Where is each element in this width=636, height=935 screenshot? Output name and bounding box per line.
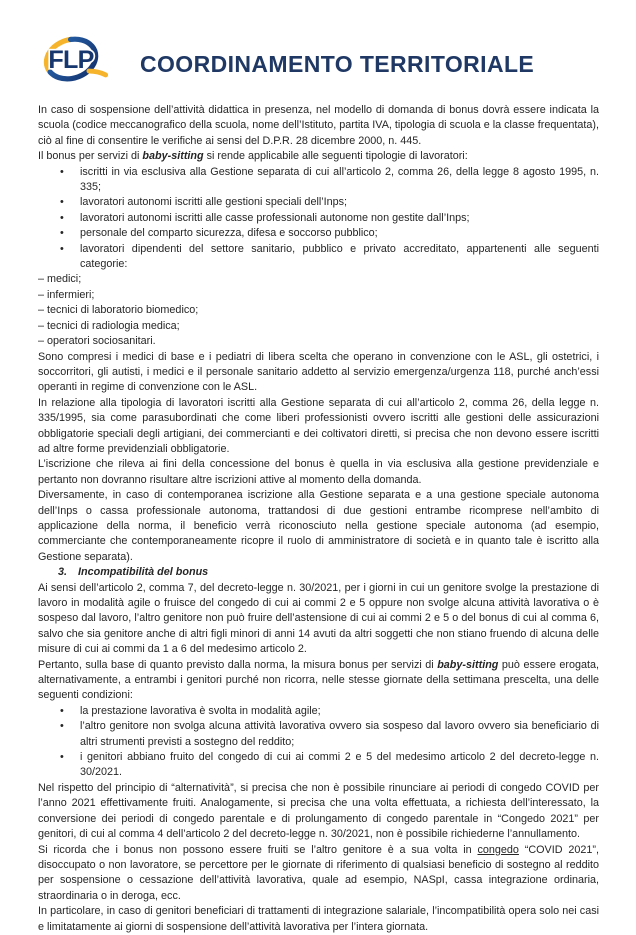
bullet-icon: • [60,196,64,209]
text-run: si rende applicabile alle seguenti tipologie di lavoratori: [203,150,468,163]
text-run: In caso di sospensione dell’attività didattica in presenza, nel modello di domanda di bonus dovrà essere indicata la scuola (codice meccanografico della scuola, nome dell’Istituto, partita IVA, tipologia di scuola e la classe frequentata), ciò al fine di consentire le verifiche ai sensi del D.P.R. 28 dicembre 2000, n. 445. [38,104,599,147]
paragraph [38,904,599,935]
paragraph [38,843,599,905]
page-title: COORDINAMENTO TERRITORIALE [140,51,535,77]
dash-item: – tecnici di radiologia medica; [38,319,180,332]
text-run: baby-sitting [142,150,204,163]
bullet-item [38,165,599,196]
paragraph [38,350,599,396]
text-run: iscritti in via esclusiva alla Gestione separata di cui all’articolo 2, comma 26, della legge 8 agosto 1995, n. 335; [80,165,599,194]
paragraph [38,457,599,488]
text-run: lavoratori dipendenti del settore sanitario, pubblico e privato accreditato, appartenenti alle seguenti categorie: [80,242,599,271]
paragraph [38,488,599,565]
document-body [0,93,636,935]
paragraph [38,396,599,458]
dash-item: – medici; [38,273,82,286]
text-run: Ai sensi dell’articolo 2, comma 7, del decreto-legge n. 30/2021, per i giorni in cui un genitore svolge la prestazione di lavoro in modalità agile o fruisce del congedo di cui ai commi 2 e 5 oppure non svolge alcuna attività lavorativa o è sospeso dal lavoro, l’altro genitore non può fruire dell’astensione di cui ai commi 2 e 5 o del bonus di cui al comma 6, salvo che sia genitore anche di altri figli minori di anni 14 avuti da altri soggetti che non stiano fruendo di alcuna delle misure di cui ai commi da 1 a 6 del medesimo articolo 2. [38,581,599,656]
text-run: Nel rispetto del principio di “alternatività”, si precisa che non è possibile rinunciare ai periodi di congedo COVID per l’anno 2021 effettivamente fruiti. Analogamente, si precisa che una volta effettuata, a richiesta dell’interessato, la conversione dei periodi di congedo parentale e di prolungamento di congedo parentale in “Congedo 2021” per genitori, di cui al comma 4 dell’articolo 2 del decreto-legge n. 30/2021, non è possibile richiederne l’annullamento. [38,781,599,841]
section-heading [38,565,599,580]
paragraph [38,581,599,658]
text-run: personale del comparto sicurezza, difesa e soccorso pubblico; [80,227,378,240]
text-run: lavoratori autonomi iscritti alle casse professionali autonome non gestite dall’Inps; [80,211,470,224]
bullet-icon: • [60,227,64,240]
paragraph [38,781,599,843]
text-run: può essere erogata, alternativamente, a entrambi i genitori purché non ricorra, nelle stesse giornate della settimana prescelta, una delle seguenti condizioni: [38,658,599,702]
text-run: baby-sitting [437,658,499,671]
text-run: congedo [477,843,519,856]
text-run: In relazione alla tipologia di lavoratori iscritti alla Gestione separata di cui all’articolo 2, comma 26, della legge n. 335/1995, sia come parasubordinati che come liberi professionisti ovvero iscritti alle gestioni delle assicurazioni obbligatorie speciali degli artigiani, dei commercianti e dei coltivatori diretti, si precisa che non devono essere iscritti ad altre forme previdenziali obbligatorie. [38,396,599,455]
text-run: Sono compresi i medici di base e i pediatri di libera scelta che operano in convenzione con le ASL, gli ostetrici, i soccorritori, gli autisti, i medici e il personale sanitario addetto al servizio emergenza/urgenza 118, purché anch’essi operanti in regime di convenzione con le ASL. [38,350,599,394]
bullet-icon: • [60,720,64,733]
text-run: Incompatibilità del bonus [78,566,209,579]
bullet-icon: • [60,242,64,255]
dash-item: – tecnici di laboratorio biomedico; [38,304,199,317]
dash-item: – infermieri; [38,288,95,301]
paragraph [38,149,599,164]
text-run: Il bonus per servizi di [38,150,143,163]
section-number: 3. [58,566,68,579]
text-run: Diversamente, in caso di contemporanea iscrizione alla Gestione separata e a una gestione speciale autonoma dell’Inps o cassa professionale autonoma, trattandosi di due gestioni entrambe ricomprese nell’ambito di applicazione della norma, il beneficio verrà riconosciuto nella gestione speciale autonoma (ad esempio, commerciante che contemporaneamente ricopre il ruolo di amministratore di società e in quanto tale è iscritto alla Gestione separata). [38,489,599,563]
dash-item: – operatori sociosanitari. [38,335,156,348]
text-run: la prestazione lavorativa è svolta in modalità agile; [80,704,321,717]
document-header [0,0,636,93]
bullet-item [38,719,599,750]
bullet-item [38,195,599,210]
text-run: L’iscrizione che rileva ai fini della concessione del bonus è quella in via esclusiva alla gestione previdenziale e pertanto non dovranno risultare altre iscrizioni attive al momento della domanda. [38,458,599,486]
bullet-icon: • [60,165,64,178]
text-run: lavoratori autonomi iscritti alle gestioni speciali dell’Inps; [80,196,348,209]
bullet-item [38,750,599,781]
bullet-list [38,165,599,273]
bullet-icon: • [60,211,64,224]
bullet-icon: • [60,751,64,764]
text-run: Si ricorda che i bonus non possono essere fruiti se l’altro genitore è a sua volta in [38,843,478,856]
text-run: In particolare, in caso di genitori beneficiari di trattamenti di integrazione salariale, l’incompatibilità opera solo nei casi e limitatamente ai giorni di sospensione dell’attività lavorativa per l’intera giornata. [38,905,599,933]
bullet-icon: • [60,704,64,717]
flp-logo-text: FLP [48,45,94,74]
bullet-item [38,211,599,226]
text-run: l’altro genitore non svolga alcuna attività lavorativa ovvero sia sospeso dal lavoro ovvero sia beneficiario di altri strumenti previsti a sostegno del reddito; [80,720,599,748]
paragraph [38,658,599,704]
bullet-item [38,226,599,241]
bullet-list [38,704,599,781]
flp-logo-icon [34,25,108,93]
text-run: “COVID 2021”, disoccupato o non lavoratore, se percettore per le giornate di riferimento di qualsiasi beneficio di sostegno al reddito per sospensione o cessazione dell’attività lavorativa, quale ad esempio, NASpI, cassa integrazione ordinaria, straordinaria o in deroga, ecc. [38,843,599,902]
paragraph [38,103,599,149]
bullet-item [38,242,599,273]
text-run: Pertanto, sulla base di quanto previsto dalla norma, la misura bonus per servizi di [38,658,438,671]
bullet-item [38,704,599,719]
text-run: i genitori abbiano fruito del congedo di cui ai commi 2 e 5 del medesimo articolo 2 del decreto-legge n. 30/2021. [80,751,599,779]
